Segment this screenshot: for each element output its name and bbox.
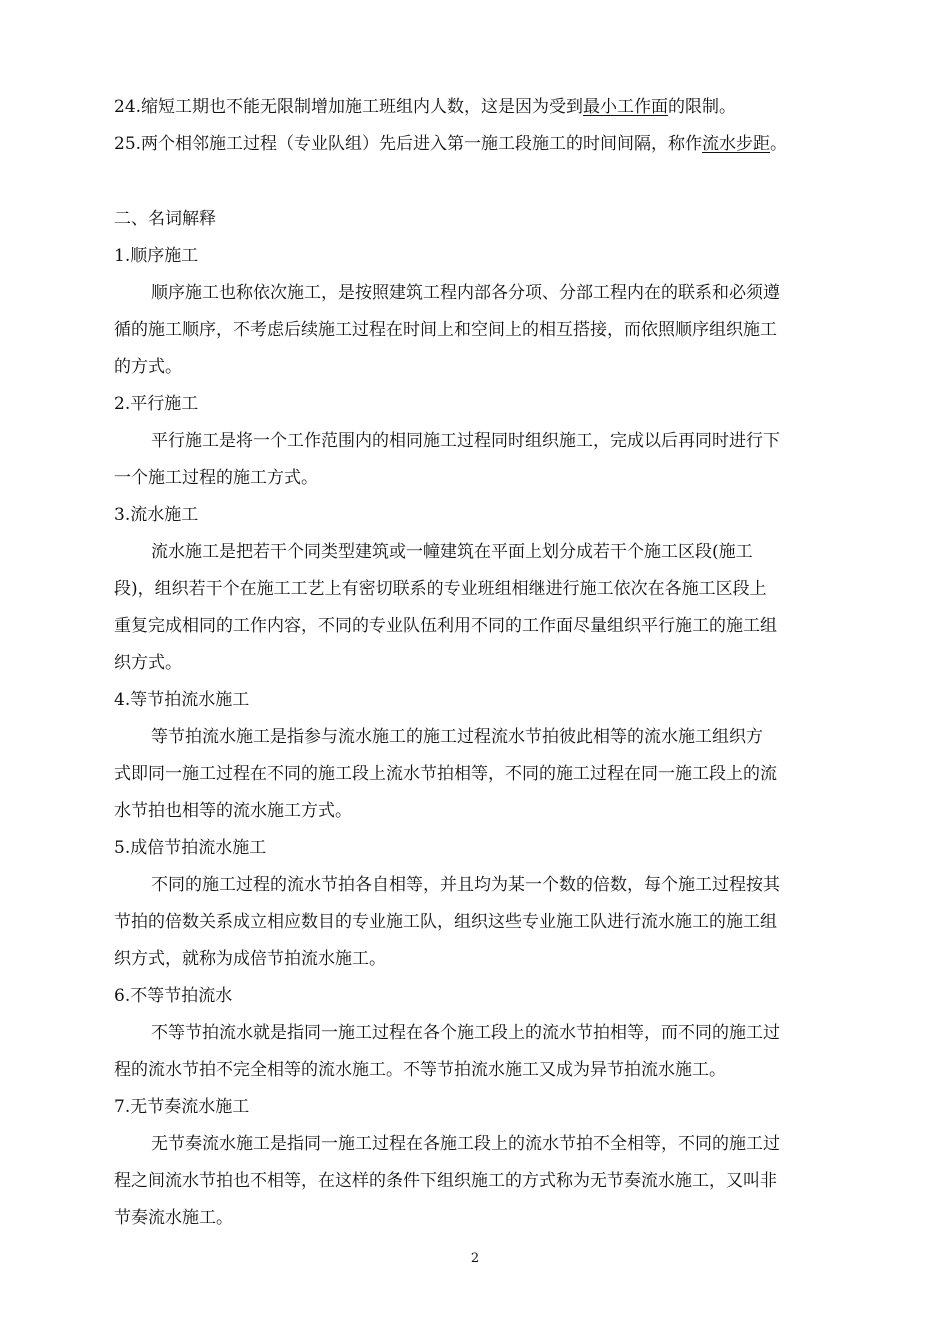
term-title: 6.不等节拍流水 [114, 986, 233, 1006]
item-25-prefix: 25.两个相邻施工过程（专业队组）先后进入第一施工段施工的时间间隔，称作 [114, 134, 703, 154]
term-title: 4.等节拍流水施工 [114, 690, 250, 710]
term-definition-line: 式即同一施工过程在不同的施工段上流水节拍相等，不同的施工过程在同一施工段上的流 [114, 764, 777, 784]
term-definition-line: 不同的施工过程的流水节拍各自相等，并且均为某一个数的倍数，每个施工过程按其 [151, 875, 780, 895]
term-definition-line: 平行施工是将一个工作范围内的相同施工过程同时组织施工，完成以后再同时进行下 [151, 431, 780, 451]
item-24-prefix: 24.缩短工期也不能无限制增加施工班组内人数，这是因为受到 [114, 97, 584, 117]
term-title: 7.无节奏流水施工 [114, 1097, 250, 1117]
term-definition-line: 循的施工顺序，不考虑后续施工过程在时间上和空间上的相互搭接，而依照顺序组织施工 [114, 320, 777, 340]
term-definition-line: 不等节拍流水就是指同一施工过程在各个施工段上的流水节拍相等，而不同的施工过 [151, 1023, 780, 1043]
term-definition-line: 一个施工过程的施工方式。 [114, 468, 318, 488]
item-25-suffix: 。 [770, 134, 788, 154]
item-25-answer: 流水步距 [702, 134, 771, 154]
term-definition-line: 段)，组织若干个在施工工艺上有密切联系的专业班组相继进行施工依次在各施工区段上 [114, 579, 767, 599]
item-24-suffix: 的限制。 [668, 97, 737, 117]
term-title: 1.顺序施工 [114, 246, 199, 266]
term-definition-line: 节拍的倍数关系成立相应数目的专业施工队，组织这些专业施工队进行流水施工的施工组 [114, 912, 777, 932]
term-definition-line: 节奏流水施工。 [114, 1208, 233, 1228]
term-definition-line: 顺序施工也称依次施工，是按照建筑工程内部各分项、分部工程内在的联系和必须遵 [151, 283, 780, 303]
term-definition-line: 织方式，就称为成倍节拍流水施工。 [114, 949, 386, 969]
item-24-answer: 最小工作面 [583, 97, 669, 117]
term-definition-line: 水节拍也相等的流水施工方式。 [114, 801, 352, 821]
term-definition-line: 流水施工是把若干个同类型建筑或一幢建筑在平面上划分成若干个施工区段(施工 [151, 542, 753, 562]
term-definition-line: 无节奏流水施工是指同一施工过程在各施工段上的流水节拍不全相等，不同的施工过 [151, 1134, 780, 1154]
term-title: 2.平行施工 [114, 394, 199, 414]
term-definition-line: 程之间流水节拍也不相等，在这样的条件下组织施工的方式称为无节奏流水施工，又叫非 [114, 1171, 777, 1191]
fill-blank-item-24 [114, 96, 736, 118]
term-definition-line: 织方式。 [114, 653, 182, 673]
term-definition-line: 等节拍流水施工是指参与流水施工的施工过程流水节拍彼此相等的流水施工组织方 [151, 727, 763, 747]
term-title: 3.流水施工 [114, 505, 199, 525]
term-title: 5.成倍节拍流水施工 [114, 838, 267, 858]
fill-blank-item-25 [114, 133, 787, 155]
page-number: 2 [470, 1251, 480, 1266]
term-definition-line: 重复完成相同的工作内容，不同的专业队伍利用不同的工作面尽量组织平行施工的施工组 [114, 616, 777, 636]
term-definition-line: 程的流水节拍不完全相等的流水施工。不等节拍流水施工又成为异节拍流水施工。 [114, 1060, 726, 1080]
section-heading: 二、名词解释 [114, 209, 216, 229]
term-definition-line: 的方式。 [114, 357, 182, 377]
